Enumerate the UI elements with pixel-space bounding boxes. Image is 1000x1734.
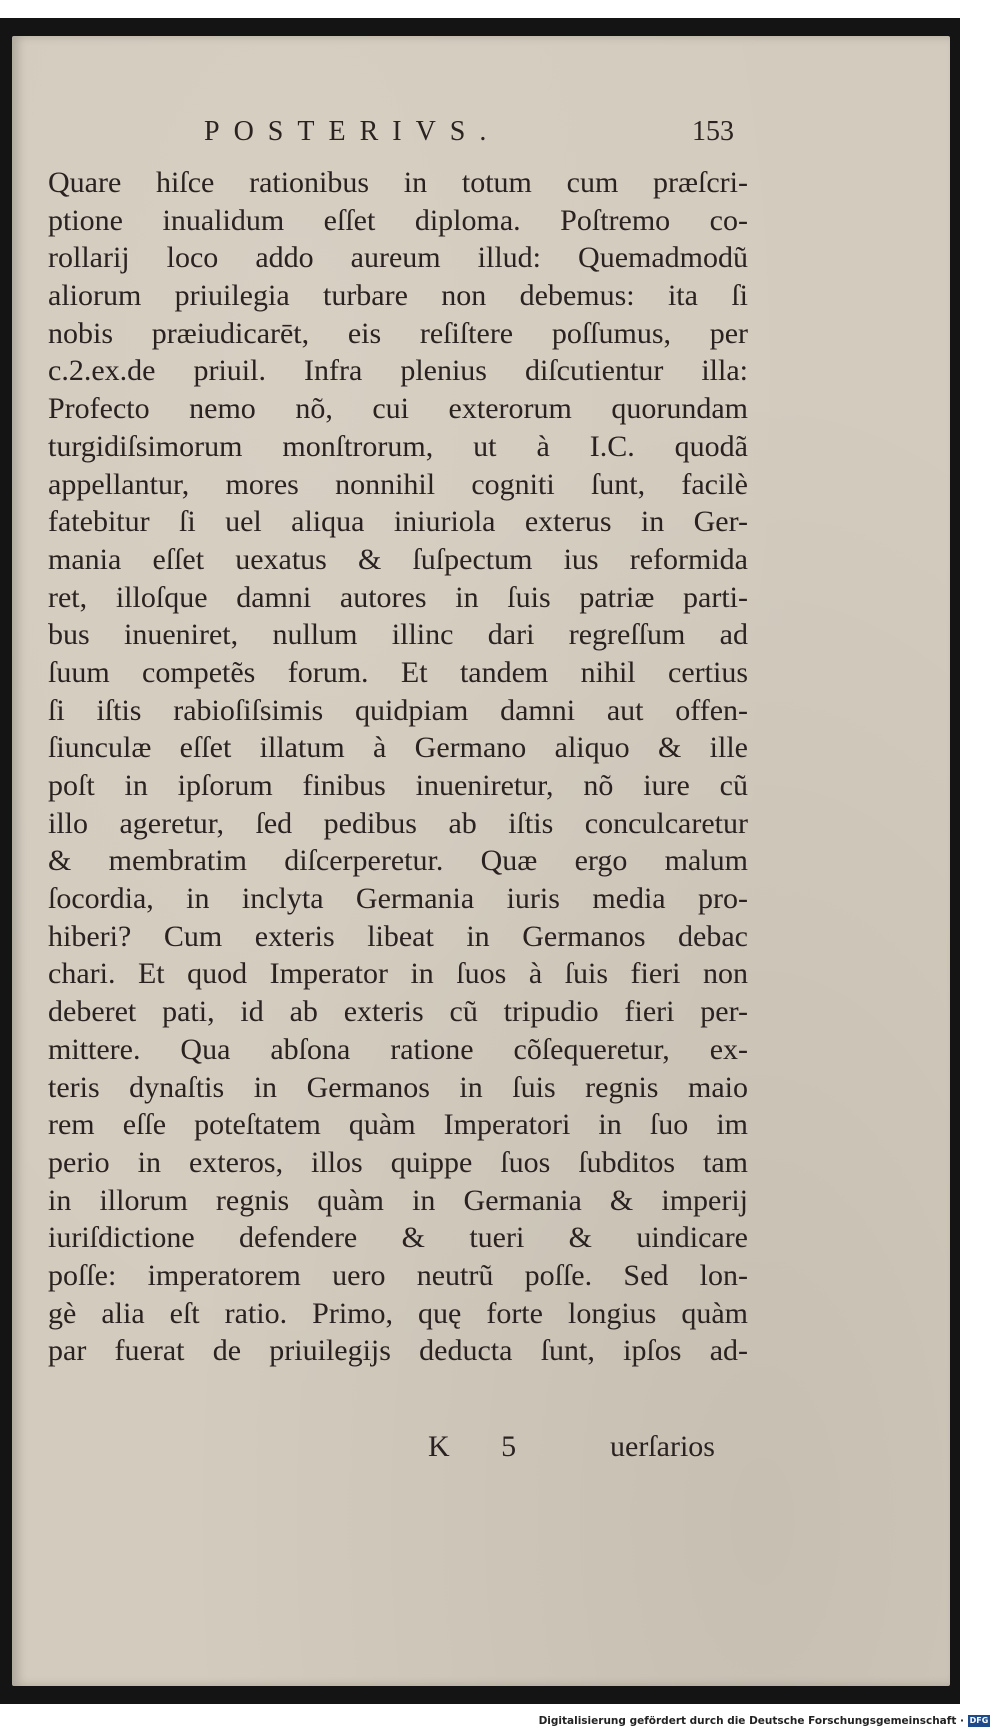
text-line: bus inueniret, nullum illinc dari regreſſum ad <box>48 618 748 652</box>
text-line: teris dynaſtis in Germanos in ſuis regnis maio <box>48 1070 748 1104</box>
text-line: fatebitur ſi uel aliqua iniuriola exterus in Ger- <box>48 505 748 539</box>
text-line: ſocordia, in inclyta Germania iuris media pro- <box>48 882 748 916</box>
text-line: rollarij loco addo aureum illud: Quemadmodũ <box>48 241 748 275</box>
text-line: turgidiſsimorum monſtrorum, ut à I.C. quodã <box>48 429 748 463</box>
text-line: mittere. Qua abſona ratione cõſequeretur, ex- <box>48 1032 748 1066</box>
digitization-credit <box>539 1712 990 1730</box>
text-line: in illorum regnis quàm in Germania & imperij <box>48 1183 748 1217</box>
credit-text: Digitalisierung gefördert durch die Deutsche Forschungsgemeinschaft · <box>538 1715 964 1727</box>
text-line: poſſe: imperatorem uero neutrũ poſſe. Sed lon- <box>48 1258 748 1292</box>
text-line: Profecto nemo nõ, cui exterorum quorundam <box>48 392 748 426</box>
text-line: ſi iſtis rabioſiſsimis quidpiam damni aut offen- <box>48 693 748 727</box>
text-line: rem eſſe poteſtatem quàm Imperatori in ſuo im <box>48 1108 748 1142</box>
text-line: hiberi? Cum exteris libeat in Germanos debac <box>48 919 748 953</box>
text-line: ptione inualidum eſſet diploma. Poſtremo co- <box>48 203 748 237</box>
text-line: par fuerat de priuilegijs deducta ſunt, ipſos ad- <box>48 1334 748 1368</box>
text-line: nobis præiudicarēt, eis reſiſtere poſſumus, per <box>48 316 748 350</box>
text-line: gè alia eſt ratio. Primo, quę forte longius quàm <box>48 1296 748 1330</box>
body-text <box>48 164 748 1370</box>
text-line: Quare hiſce rationibus in totum cum præſcri- <box>48 166 748 199</box>
text-line: c.2.ex.de priuil. Infra plenius diſcutientur illa: <box>48 354 748 388</box>
text-line: ret, illoſque damni autores in ſuis patriæ parti- <box>48 580 748 614</box>
text-line: aliorum priuilegia turbare non debemus: ita ſi <box>48 279 748 313</box>
book-page <box>12 36 950 1686</box>
signature-mark: K 5 <box>428 1430 539 1463</box>
text-line: perio in exteros, illos quippe ſuos ſubditos tam <box>48 1145 748 1179</box>
text-line: mania eſſet uexatus & ſuſpectum ius reformida <box>48 542 748 576</box>
text-line: illo ageretur, ſed pedibus ab iſtis conculcaretur <box>48 806 748 840</box>
catchword: uerſarios <box>610 1430 715 1463</box>
text-line: ſiunculæ eſſet illatum à Germano aliquo & ille <box>48 731 748 765</box>
page-footer <box>12 1430 950 1470</box>
running-head <box>12 116 950 156</box>
text-line: chari. Et quod Imperator in ſuos à ſuis fieri non <box>48 957 748 991</box>
running-head-title: POSTERIVS. <box>204 116 501 147</box>
text-line: poſt in ipſorum finibus inueniretur, nõ iure cũ <box>48 769 748 802</box>
text-line: deberet pati, id ab exteris cũ tripudio fieri per- <box>48 995 748 1029</box>
text-line: & membratim diſcerperetur. Quæ ergo malum <box>48 844 748 878</box>
text-line: iuriſdictione defendere & tueri & uindicare <box>48 1221 748 1255</box>
dfg-logo-icon: DFG <box>969 1716 989 1725</box>
page-number: 153 <box>692 116 734 147</box>
text-line: ſuum competẽs forum. Et tandem nihil certius <box>48 655 748 689</box>
text-line: appellantur, mores nonnihil cogniti ſunt, facilè <box>48 467 748 501</box>
